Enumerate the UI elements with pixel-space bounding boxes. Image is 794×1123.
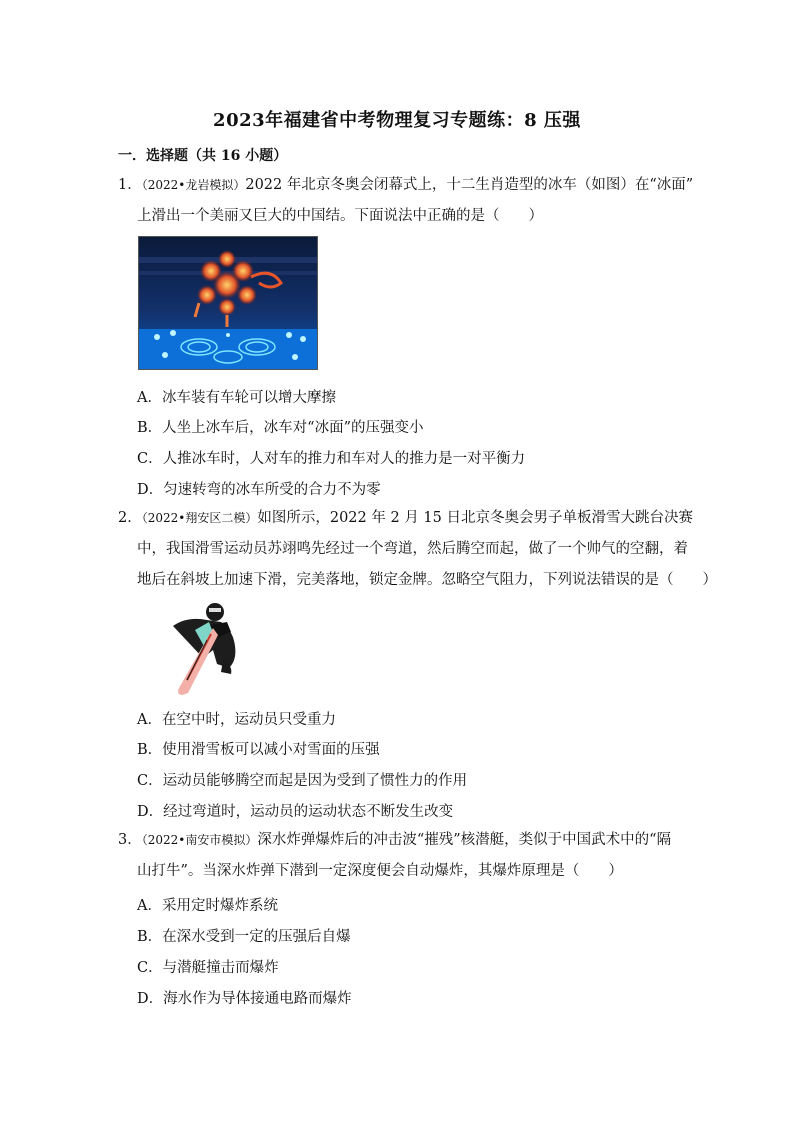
question-1-option-d: D．匀速转弯的冰车所受的合力不为零: [137, 482, 381, 498]
question-3-option-c: C．与潜艇撞击而爆炸: [137, 960, 279, 976]
snowboarder-photo: [165, 600, 245, 695]
question-1-source: （2022•龙岩模拟）: [141, 178, 246, 192]
question-3-line-2: 山打牛”。当深水炸弹下潜到一定深度便会自动爆炸，其爆炸原理是（ ）: [137, 863, 623, 879]
question-3-option-b: B．在深水受到一定的压强后自爆: [137, 929, 351, 945]
question-2-number: 2．: [118, 510, 142, 526]
question-1-line-2: 上滑出一个美丽又巨大的中国结。下面说法中正确的是（ ）: [137, 208, 543, 224]
question-1-option-b: B．人坐上冰车后，冰车对“冰面”的压强变小: [137, 420, 424, 436]
question-1-figure-ice-cart-image: [138, 236, 318, 370]
question-3-number: 3．: [118, 832, 142, 848]
question-3-option-d: D．海水作为导体接通电路而爆炸: [137, 991, 352, 1007]
question-1-number: 1．: [118, 177, 142, 193]
question-1-text: 2022 年北京冬奥会闭幕式上，十二生肖造型的冰车（如图）在“冰面”: [245, 177, 694, 193]
question-2-text: 如图所示，2022 年 2 月 15 日北京冬奥会男子单板滑雪大跳台决赛: [257, 510, 693, 526]
question-2-option-c: C．运动员能够腾空而起是因为受到了惯性力的作用: [137, 773, 468, 789]
document-title: 2023年福建省中考物理复习专题练：8 压强: [213, 110, 581, 131]
question-3-text: 深水炸弹爆炸后的冲击波“摧残”核潜艇，类似于中国武术中的“隔: [257, 832, 672, 848]
question-1-option-a: A．冰车装有车轮可以增大摩擦: [137, 390, 336, 406]
question-2-line-1: [118, 508, 693, 528]
section-heading: 一．选择题（共 16 小题）: [118, 148, 288, 164]
question-1-line-1: [118, 175, 693, 195]
question-2-line-2: 中，我国滑雪运动员苏翊鸣先经过一个弯道，然后腾空而起，做了一个帅气的空翻，着: [137, 541, 688, 557]
question-2-source: （2022•翔安区二模）: [141, 511, 258, 525]
question-2-line-3: 地后在斜坡上加速下滑，完美落地，锁定金牌。忽略空气阻力，下列说法错误的是（ ）: [137, 572, 717, 588]
question-3-source: （2022•南安市模拟）: [141, 833, 258, 847]
question-2-option-a: A．在空中时，运动员只受重力: [137, 712, 336, 728]
question-3-line-1: [118, 830, 671, 850]
question-2-option-d: D．经过弯道时，运动员的运动状态不断发生改变: [137, 804, 454, 820]
chinese-knot-photo: [139, 237, 317, 369]
question-1-option-c: C．人推冰车时，人对车的推力和车对人的推力是一对平衡力: [137, 451, 526, 467]
question-3-option-a: A．采用定时爆炸系统: [137, 898, 278, 914]
question-2-figure-snowboarder-image: [165, 600, 245, 695]
question-2-option-b: B．使用滑雪板可以减小对雪面的压强: [137, 742, 380, 758]
